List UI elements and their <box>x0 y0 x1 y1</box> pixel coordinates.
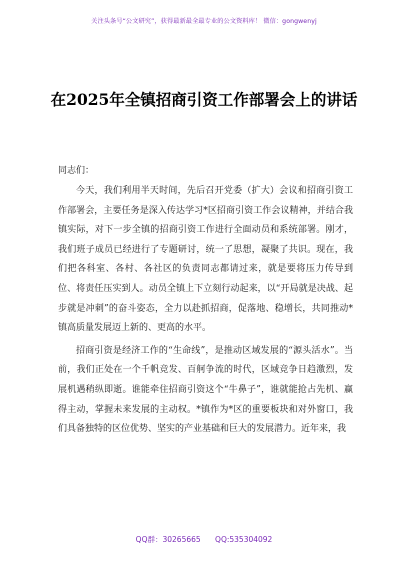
footer <box>0 534 408 545</box>
body-paragraph: 今天，我们利用半天时间，先后召开党委（扩大）会议和招商引资工作部署会，主要任务是深入传达学习*区招商引资工作会议精神，并结合我镇实际，对下一步全镇的招商引资工作进行全面动员和系统部署。刚才，我们班子成员已经进行了专题研讨，统一了思想，凝聚了共识。现在，我们把各科室、各村、各社区的负责同志都请过来，就是要将压力传导到位、将责任压实到人。动员全镇上下立刻行动起来，以“开局就是决战、起步就是冲刺”的奋斗姿态，全力以赴抓招商，促落地、稳增长，共同推动*镇高质量发展迈上新的、更高的水平。 <box>58 186 353 334</box>
greeting: 同志们： <box>58 166 95 176</box>
body-paragraph: 招商引资是经济工作的“生命线”，是推动区域发展的“源头活水”。当前，我们正处在一个千帆竞发、百舸争流的时代，区域竞争日趋激烈，发展机遇稍纵即逝。谁能牵住招商引资这个“牛鼻子”，谁就能抢占先机、赢得主动，掌握未来发展的主动权。*镇作为*区的重要板块和对外窗口，我们具备独特的区位优势、坚实的产业基础和巨大的发展潜力。近年来，我 <box>58 345 353 435</box>
footer-qq: QQ:535304092 <box>215 535 273 544</box>
document-title: 在2025年全镇招商引资工作部署会上的讲话 <box>50 90 358 109</box>
footer-qq-group: QQ群：30265665 <box>135 535 201 544</box>
header-banner: 关注头条号“公文研究”，获得最新最全最专业的公文资料库！ 微信：gongwenyj <box>91 18 317 25</box>
document-body <box>58 182 353 443</box>
